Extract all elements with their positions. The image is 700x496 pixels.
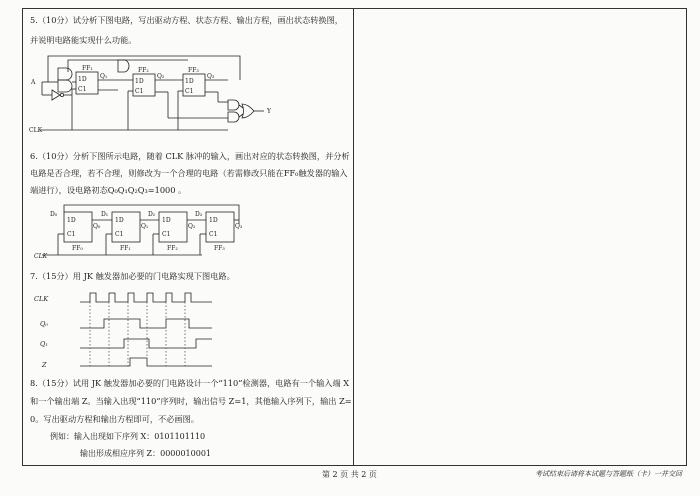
page-number: 第 2 页 共 2 页 <box>322 470 377 479</box>
q6-line2: 电路是否合理，若不合理，则修改为一个合理的电路（若需修改只能在FF₀触发器的输入 <box>30 168 348 178</box>
q5-ff1-label: FF₁ <box>82 65 93 72</box>
q6-ff2-d: 1D <box>162 217 171 224</box>
q8-line3: 0。写出驱动方程和输出方程即可，不必画图。 <box>30 414 199 424</box>
q5-ff2-c: C1 <box>135 88 144 95</box>
q6-ff2-c: C1 <box>162 231 171 238</box>
q6-clk-label: CLK <box>34 253 48 260</box>
q6-line3: 端进行），设电路初态Q₀Q₁Q₂Q₃=1000 。 <box>30 185 187 195</box>
q6-d3-label: D₃ <box>195 211 203 218</box>
q6-d2-label: D₂ <box>148 211 156 218</box>
q6-q0-label: Q₀ <box>93 223 101 230</box>
q6-q1-label: Q₁ <box>141 223 149 230</box>
q7-z-label: Z <box>42 361 47 369</box>
q5-clk-label: CLK <box>29 127 43 134</box>
q6-q2-label: Q₂ <box>188 223 196 230</box>
q6-line1: 6.（10分）分析下图所示电路，随着 CLK 脉冲的输入，画出对应的状态转换图，并分析 <box>30 151 350 161</box>
q5-line1: 5.（10分）试分析下图电路，写出驱动方程、状态方程、输出方程，画出状态转换图， <box>30 15 343 25</box>
q6-d0-label: D₀ <box>50 211 58 218</box>
q8-example-input: 例如：输入出现如下序列 X：0101101110 <box>50 432 206 441</box>
q6-ff1-label: FF₁ <box>120 245 131 252</box>
q5-output-y-label: Y <box>267 108 271 115</box>
q5-q2-label: Q₂ <box>157 73 165 80</box>
q6-ff1-d: 1D <box>115 217 124 224</box>
q5-ff2-d: 1D <box>135 78 144 85</box>
footer-note: 考试结束后请将本试题与答题纸（卡）一并交回 <box>535 470 682 478</box>
q5-ff2-label: FF₂ <box>138 67 149 74</box>
q6-ff3-c: C1 <box>209 231 218 238</box>
q5-ff3-label: FF₃ <box>188 67 199 74</box>
q8-example-output: 输出形成相应序列 Z：0000010001 <box>80 449 211 458</box>
q5-input-a-label: A <box>31 79 36 86</box>
q5-ff1-d: 1D <box>78 76 87 83</box>
q7-line1: 7.（15分）用 JK 触发器加必要的门电路实现下图电路。 <box>30 271 235 281</box>
q5-line2: 并说明电路能实现什么功能。 <box>30 35 137 45</box>
q5-q1-label: Q₁ <box>100 73 108 80</box>
q6-ff2-label: FF₂ <box>167 245 178 252</box>
q5-circuit-diagram <box>28 52 278 142</box>
column-divider <box>353 8 354 466</box>
q7-q1-label: Q₁ <box>40 340 48 348</box>
q8-line2: 和一个输出端 Z。当输入出现“110”序列时，输出信号 Z=1，其他输入序列下，输出 Z= <box>30 396 352 406</box>
q6-ff0-d: 1D <box>67 217 76 224</box>
q6-d1-label: D₁ <box>101 211 109 218</box>
q7-timing-diagram <box>34 288 314 370</box>
q5-q3-label: Q₃ <box>207 73 215 80</box>
q5-ff1-c: C1 <box>78 86 87 93</box>
q7-q0-label: Q₀ <box>40 320 48 328</box>
q7-clk-label: CLK <box>34 295 49 303</box>
q6-ff0-c: C1 <box>67 231 76 238</box>
q8-line1: 8.（15分）试用 JK 触发器加必要的门电路设计一个“110”检测器，电路有一个输入端 X <box>30 378 350 388</box>
q6-q3-label: Q₃ <box>235 223 243 230</box>
q5-ff3-d: 1D <box>185 78 194 85</box>
q6-ff0-label: FF₀ <box>72 245 83 252</box>
q6-shift-register-diagram <box>34 200 284 262</box>
q6-ff3-label: FF₃ <box>214 245 225 252</box>
q5-ff3-c: C1 <box>185 88 194 95</box>
q6-ff1-c: C1 <box>115 231 124 238</box>
q6-ff3-d: 1D <box>209 217 218 224</box>
